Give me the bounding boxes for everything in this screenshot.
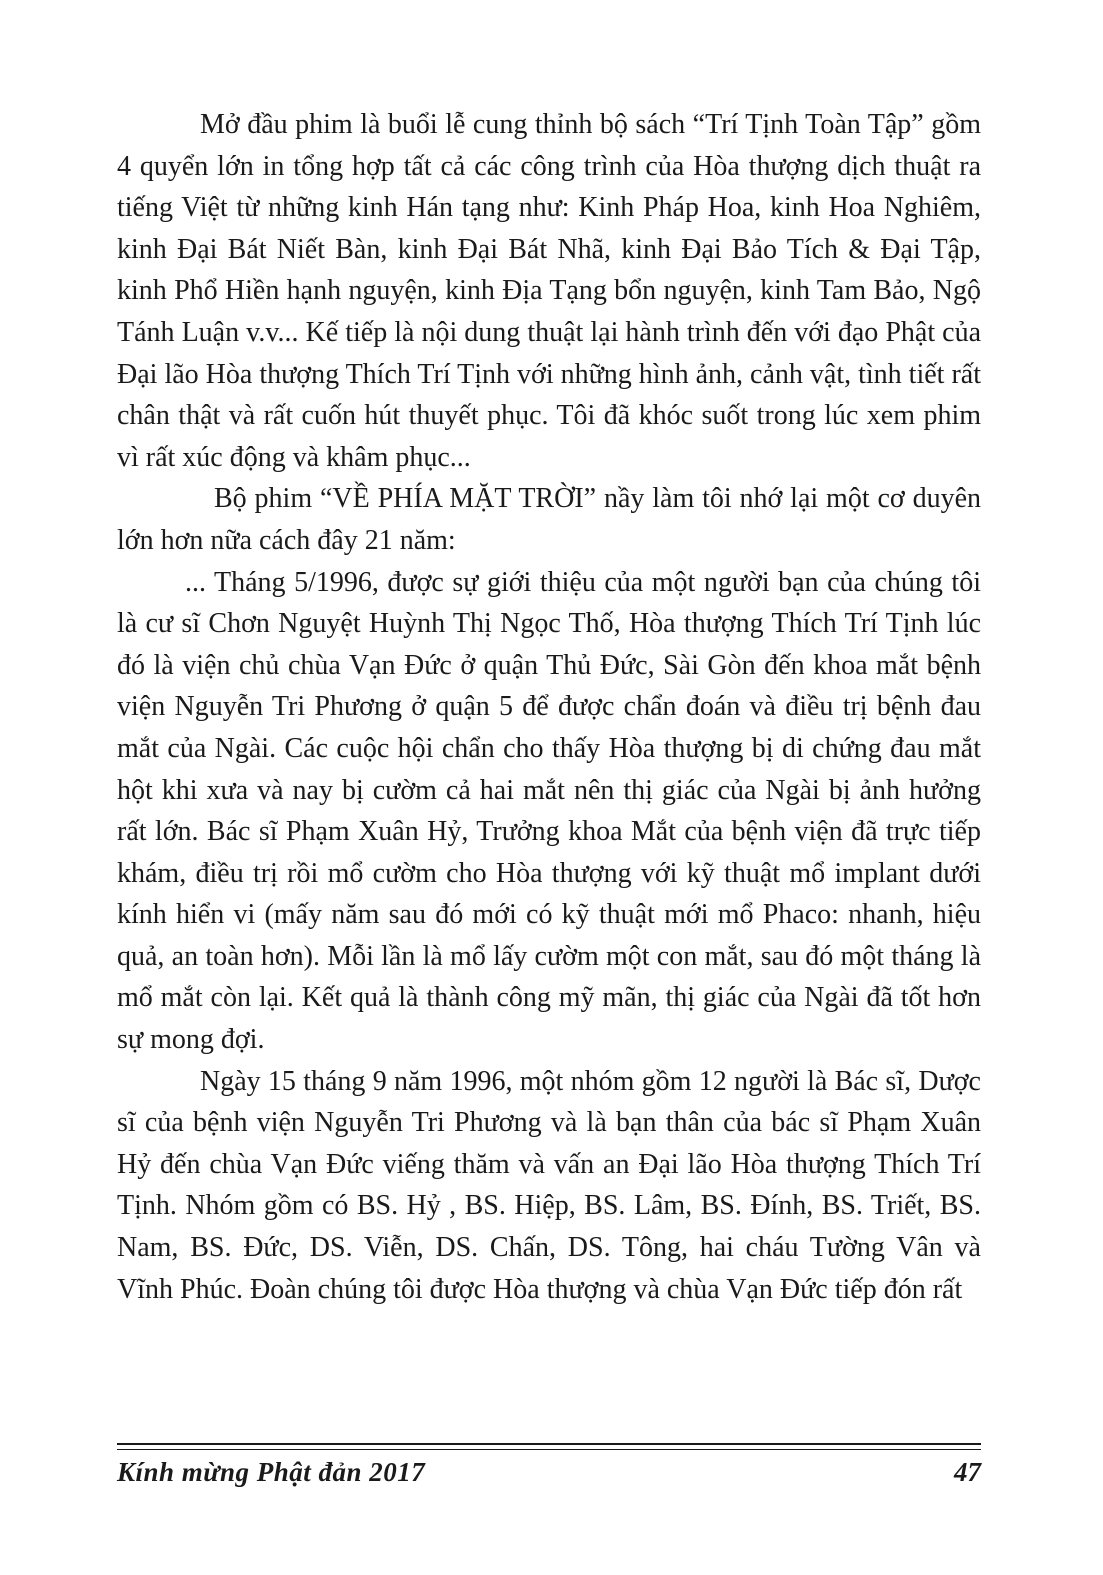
paragraph-4: Ngày 15 tháng 9 năm 1996, một nhóm gồm 12 người là Bác sĩ, Dược sĩ của bệnh viện Nguyễn Tri Phương và là bạn thân của bác sĩ Phạm Xuân Hỷ đến chùa Vạn Đức viếng thăm và vấn an Đại lão Hòa thượng Thích Trí Tịnh. Nhóm gồm có BS. Hỷ , BS. Hiệp, BS. Lâm, BS. Đính, BS. Triết, BS. Nam, BS. Đức, DS. Viễn, DS. Chấn, DS. Tông, hai cháu Tường Vân và Vĩnh Phúc. Đoàn chúng tôi được Hòa thượng và chùa Vạn Đức tiếp đón rất	[117, 1065, 981, 1305]
footer-divider	[117, 1443, 981, 1445]
page-body	[117, 104, 981, 1310]
page-number: 47	[954, 1457, 981, 1487]
footer-title: Kính mừng Phật đản 2017	[117, 1457, 426, 1487]
footer-divider-thin	[117, 1449, 981, 1450]
paragraph-3: ... Tháng 5/1996, được sự giới thiệu của một người bạn của chúng tôi là cư sĩ Chơn Nguyệt Huỳnh Thị Ngọc Thố, Hòa thượng Thích Trí Tịnh lúc đó là viện chủ chùa Vạn Đức ở quận Thủ Đức, Sài Gòn đến khoa mắt bệnh viện Nguyễn Tri Phương ở quận 5 để được chẩn đoán và điều trị bệnh đau mắt của Ngài. Các cuộc hội chẩn cho thấy Hòa thượng bị di chứng đau mắt hột khi xưa và nay bị cườm cả hai mắt nên thị giác của Ngài bị ảnh hưởng rất lớn. Bác sĩ Phạm Xuân Hỷ, Trưởng khoa Mắt của bệnh viện đã trực tiếp khám, điều trị rồi mổ cườm cho Hòa thượng với kỹ thuật mổ implant dưới kính hiển vi (mấy năm sau đó mới có kỹ thuật mới mổ Phaco: nhanh, hiệu quả, an toàn hơn). Mỗi lần là mổ lấy cườm một con mắt, sau đó một tháng là mổ mắt còn lại. Kết quả là thành công mỹ mãn, thị giác của Ngài đã tốt hơn sự mong đợi.	[117, 566, 981, 1056]
paragraph-2: Bộ phim “VỀ PHÍA MẶT TRỜI” nầy làm tôi nhớ lại một cơ duyên lớn hơn nữa cách đây 21 năm:	[117, 483, 981, 556]
paragraph-1: Mở đầu phim là buổi lễ cung thỉnh bộ sách “Trí Tịnh Toàn Tập” gồm 4 quyển lớn in tổng hợp tất cả các công trình của Hòa thượng dịch thuật ra tiếng Việt từ những kinh Hán tạng như: Kinh Pháp Hoa, kinh Hoa Nghiêm, kinh Đại Bát Niết Bàn, kinh Đại Bát Nhã, kinh Đại Bảo Tích & Đại Tập, kinh Phổ Hiền hạnh nguyện, kinh Địa Tạng bổn nguyện, kinh Tam Bảo, Ngộ Tánh Luận v.v... Kế tiếp là nội dung thuật lại hành trình đến với đạo Phật của Đại lão Hòa thượng Thích Trí Tịnh với những hình ảnh, cảnh vật, tình tiết rất chân thật và rất cuốn hút thuyết phục. Tôi đã khóc suốt trong lúc xem phim vì rất xúc động và khâm phục...	[117, 109, 981, 473]
